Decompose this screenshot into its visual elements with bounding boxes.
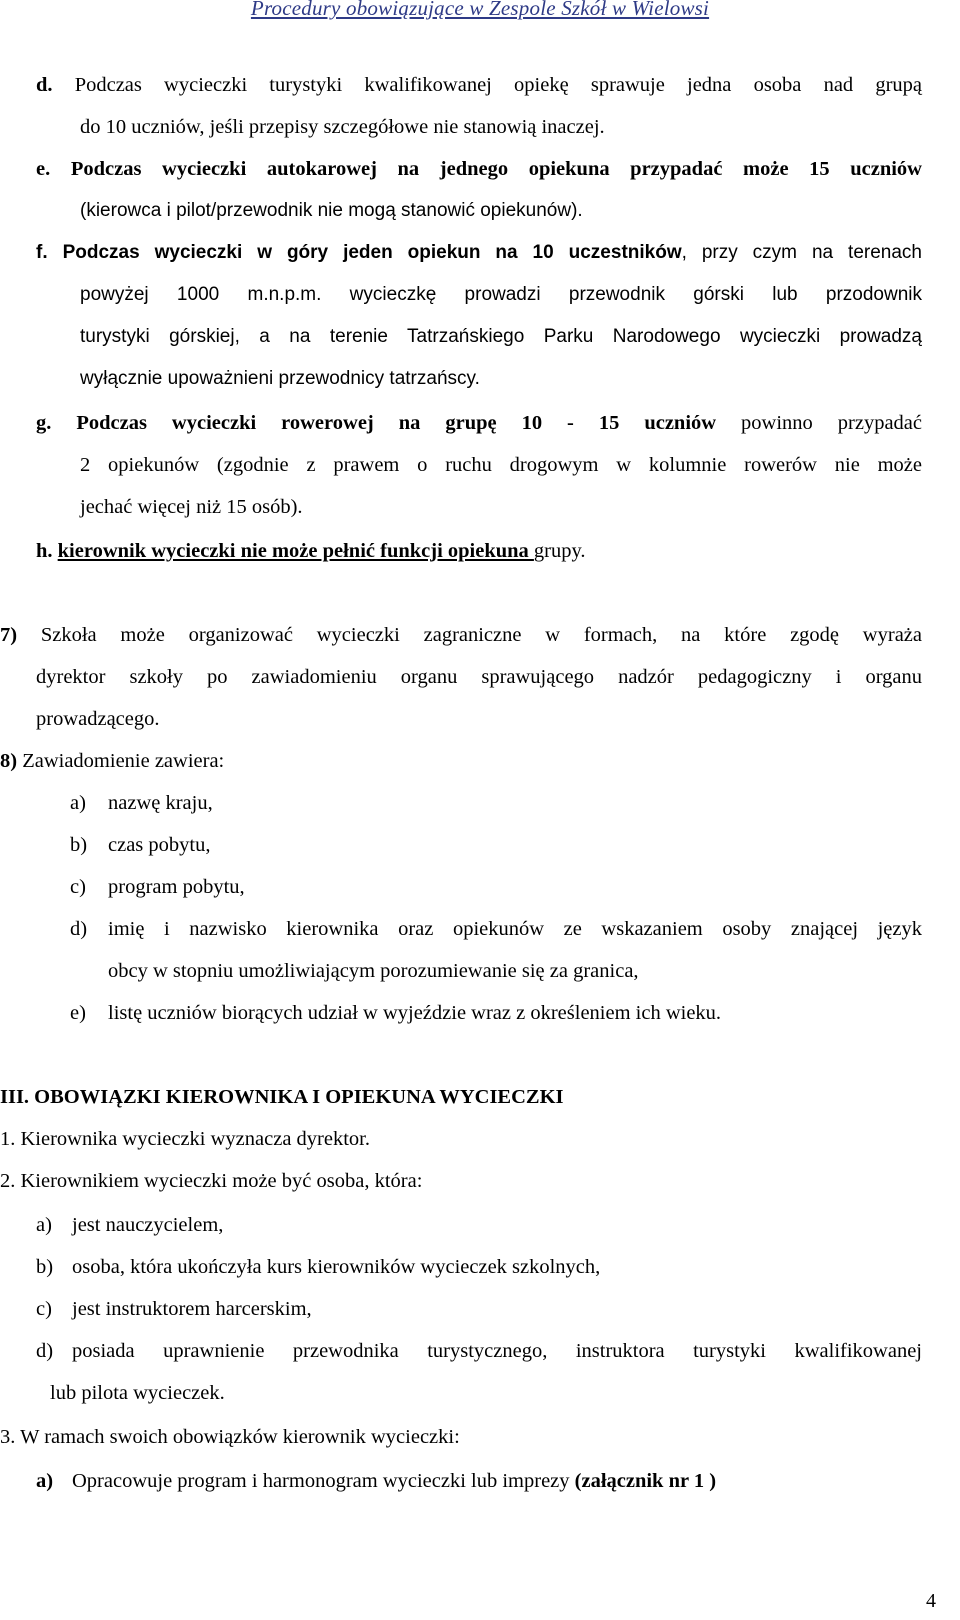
leader-item-a-marker: a) bbox=[36, 1214, 52, 1236]
running-header: Procedury obowiązujące w Zespole Szkół w Wielowsi bbox=[250, 0, 710, 20]
section-3-point-1: 1. Kierownika wycieczki wyznacza dyrektor. bbox=[0, 1128, 370, 1150]
leader-item-c-marker: c) bbox=[36, 1298, 52, 1320]
section-3-point-2: 2. Kierownikiem wycieczki może być osoba, która: bbox=[0, 1170, 423, 1192]
paragraph-8-intro: 8) Zawiadomienie zawiera: bbox=[0, 750, 225, 772]
duty-item-a: Opracowuje program i harmonogram wycieczki lub imprezy (załącznik nr 1 ) bbox=[72, 1470, 717, 1492]
notice-item-b: czas pobytu, bbox=[108, 834, 211, 856]
item-e-line2: (kierowca i pilot/przewodnik nie mogą stanowić opiekunów). bbox=[80, 200, 583, 221]
item-f-line2: powyżej 1000 m.n.p.m. wycieczkę prowadzi przewodnik górski lub przodownik bbox=[80, 284, 922, 305]
leader-item-b: osoba, która ukończyła kurs kierowników wycieczek szkolnych, bbox=[72, 1256, 601, 1278]
notice-item-e-marker: e) bbox=[70, 1002, 86, 1024]
item-f-line4: wyłącznie upoważnieni przewodnicy tatrzańscy. bbox=[80, 368, 480, 389]
leader-item-d-line2: lub pilota wycieczek. bbox=[50, 1382, 225, 1404]
leader-item-c: jest instruktorem harcerskim, bbox=[72, 1298, 312, 1320]
item-g-line3: jechać więcej niż 15 osób). bbox=[80, 496, 303, 518]
item-g-line2: 2 opiekunów (zgodnie z prawem o ruchu drogowym w kolumnie rowerów nie może bbox=[80, 454, 922, 476]
item-f-line3: turystyki górskiej, a na terenie Tatrzańskiego Parku Narodowego wycieczki prowadzą bbox=[80, 326, 922, 347]
leader-item-b-marker: b) bbox=[36, 1256, 54, 1278]
notice-item-d-line2: obcy w stopniu umożliwiającym porozumiewanie się za granica, bbox=[108, 960, 639, 982]
notice-item-a: nazwę kraju, bbox=[108, 792, 213, 814]
item-f-line1: f. Podczas wycieczki w góry jeden opiekun na 10 uczestników, przy czym na terenach bbox=[36, 242, 922, 263]
paragraph-7-line2: dyrektor szkoły po zawiadomieniu organu sprawującego nadzór pedagogiczny i organu bbox=[36, 666, 922, 688]
notice-item-b-marker: b) bbox=[70, 834, 88, 856]
section-3-title: III. OBOWIĄZKI KIEROWNIKA I OPIEKUNA WYCIECZKI bbox=[0, 1086, 564, 1108]
notice-item-d-line1: imię i nazwisko kierownika oraz opiekunów ze wskazaniem osoby znającej język bbox=[108, 918, 922, 940]
duty-item-a-marker: a) bbox=[36, 1470, 54, 1492]
section-3-point-3: 3. W ramach swoich obowiązków kierownik wycieczki: bbox=[0, 1426, 460, 1448]
notice-item-c-marker: c) bbox=[70, 876, 86, 898]
item-h: h. kierownik wycieczki nie może pełnić funkcji opiekuna grupy. bbox=[36, 540, 586, 562]
item-e-line1: e. Podczas wycieczki autokarowej na jednego opiekuna przypadać może 15 uczniów bbox=[36, 158, 922, 180]
notice-item-a-marker: a) bbox=[70, 792, 86, 814]
leader-item-d-line1: posiada uprawnienie przewodnika turystycznego, instruktora turystyki kwalifikowanej bbox=[72, 1340, 922, 1362]
notice-item-e: listę uczniów biorących udział w wyjeździe wraz z określeniem ich wieku. bbox=[108, 1002, 722, 1024]
leader-item-d-marker: d) bbox=[36, 1340, 54, 1362]
item-d-line2: do 10 uczniów, jeśli przepisy szczegółowe nie stanowią inaczej. bbox=[80, 116, 605, 138]
page-number: 4 bbox=[926, 1590, 936, 1612]
paragraph-7-line3: prowadzącego. bbox=[36, 708, 160, 730]
notice-item-d-marker: d) bbox=[70, 918, 88, 940]
leader-item-a: jest nauczycielem, bbox=[72, 1214, 224, 1236]
item-d-line1: d. Podczas wycieczki turystyki kwalifikowanej opiekę sprawuje jedna osoba nad grupą bbox=[36, 74, 923, 96]
paragraph-7-line1: 7) Szkoła może organizować wycieczki zagraniczne w formach, na które zgodę wyraża bbox=[0, 624, 922, 646]
notice-item-c: program pobytu, bbox=[108, 876, 245, 898]
item-g-line1: g. Podczas wycieczki rowerowej na grupę 10 - 15 uczniów powinno przypadać bbox=[36, 412, 922, 434]
